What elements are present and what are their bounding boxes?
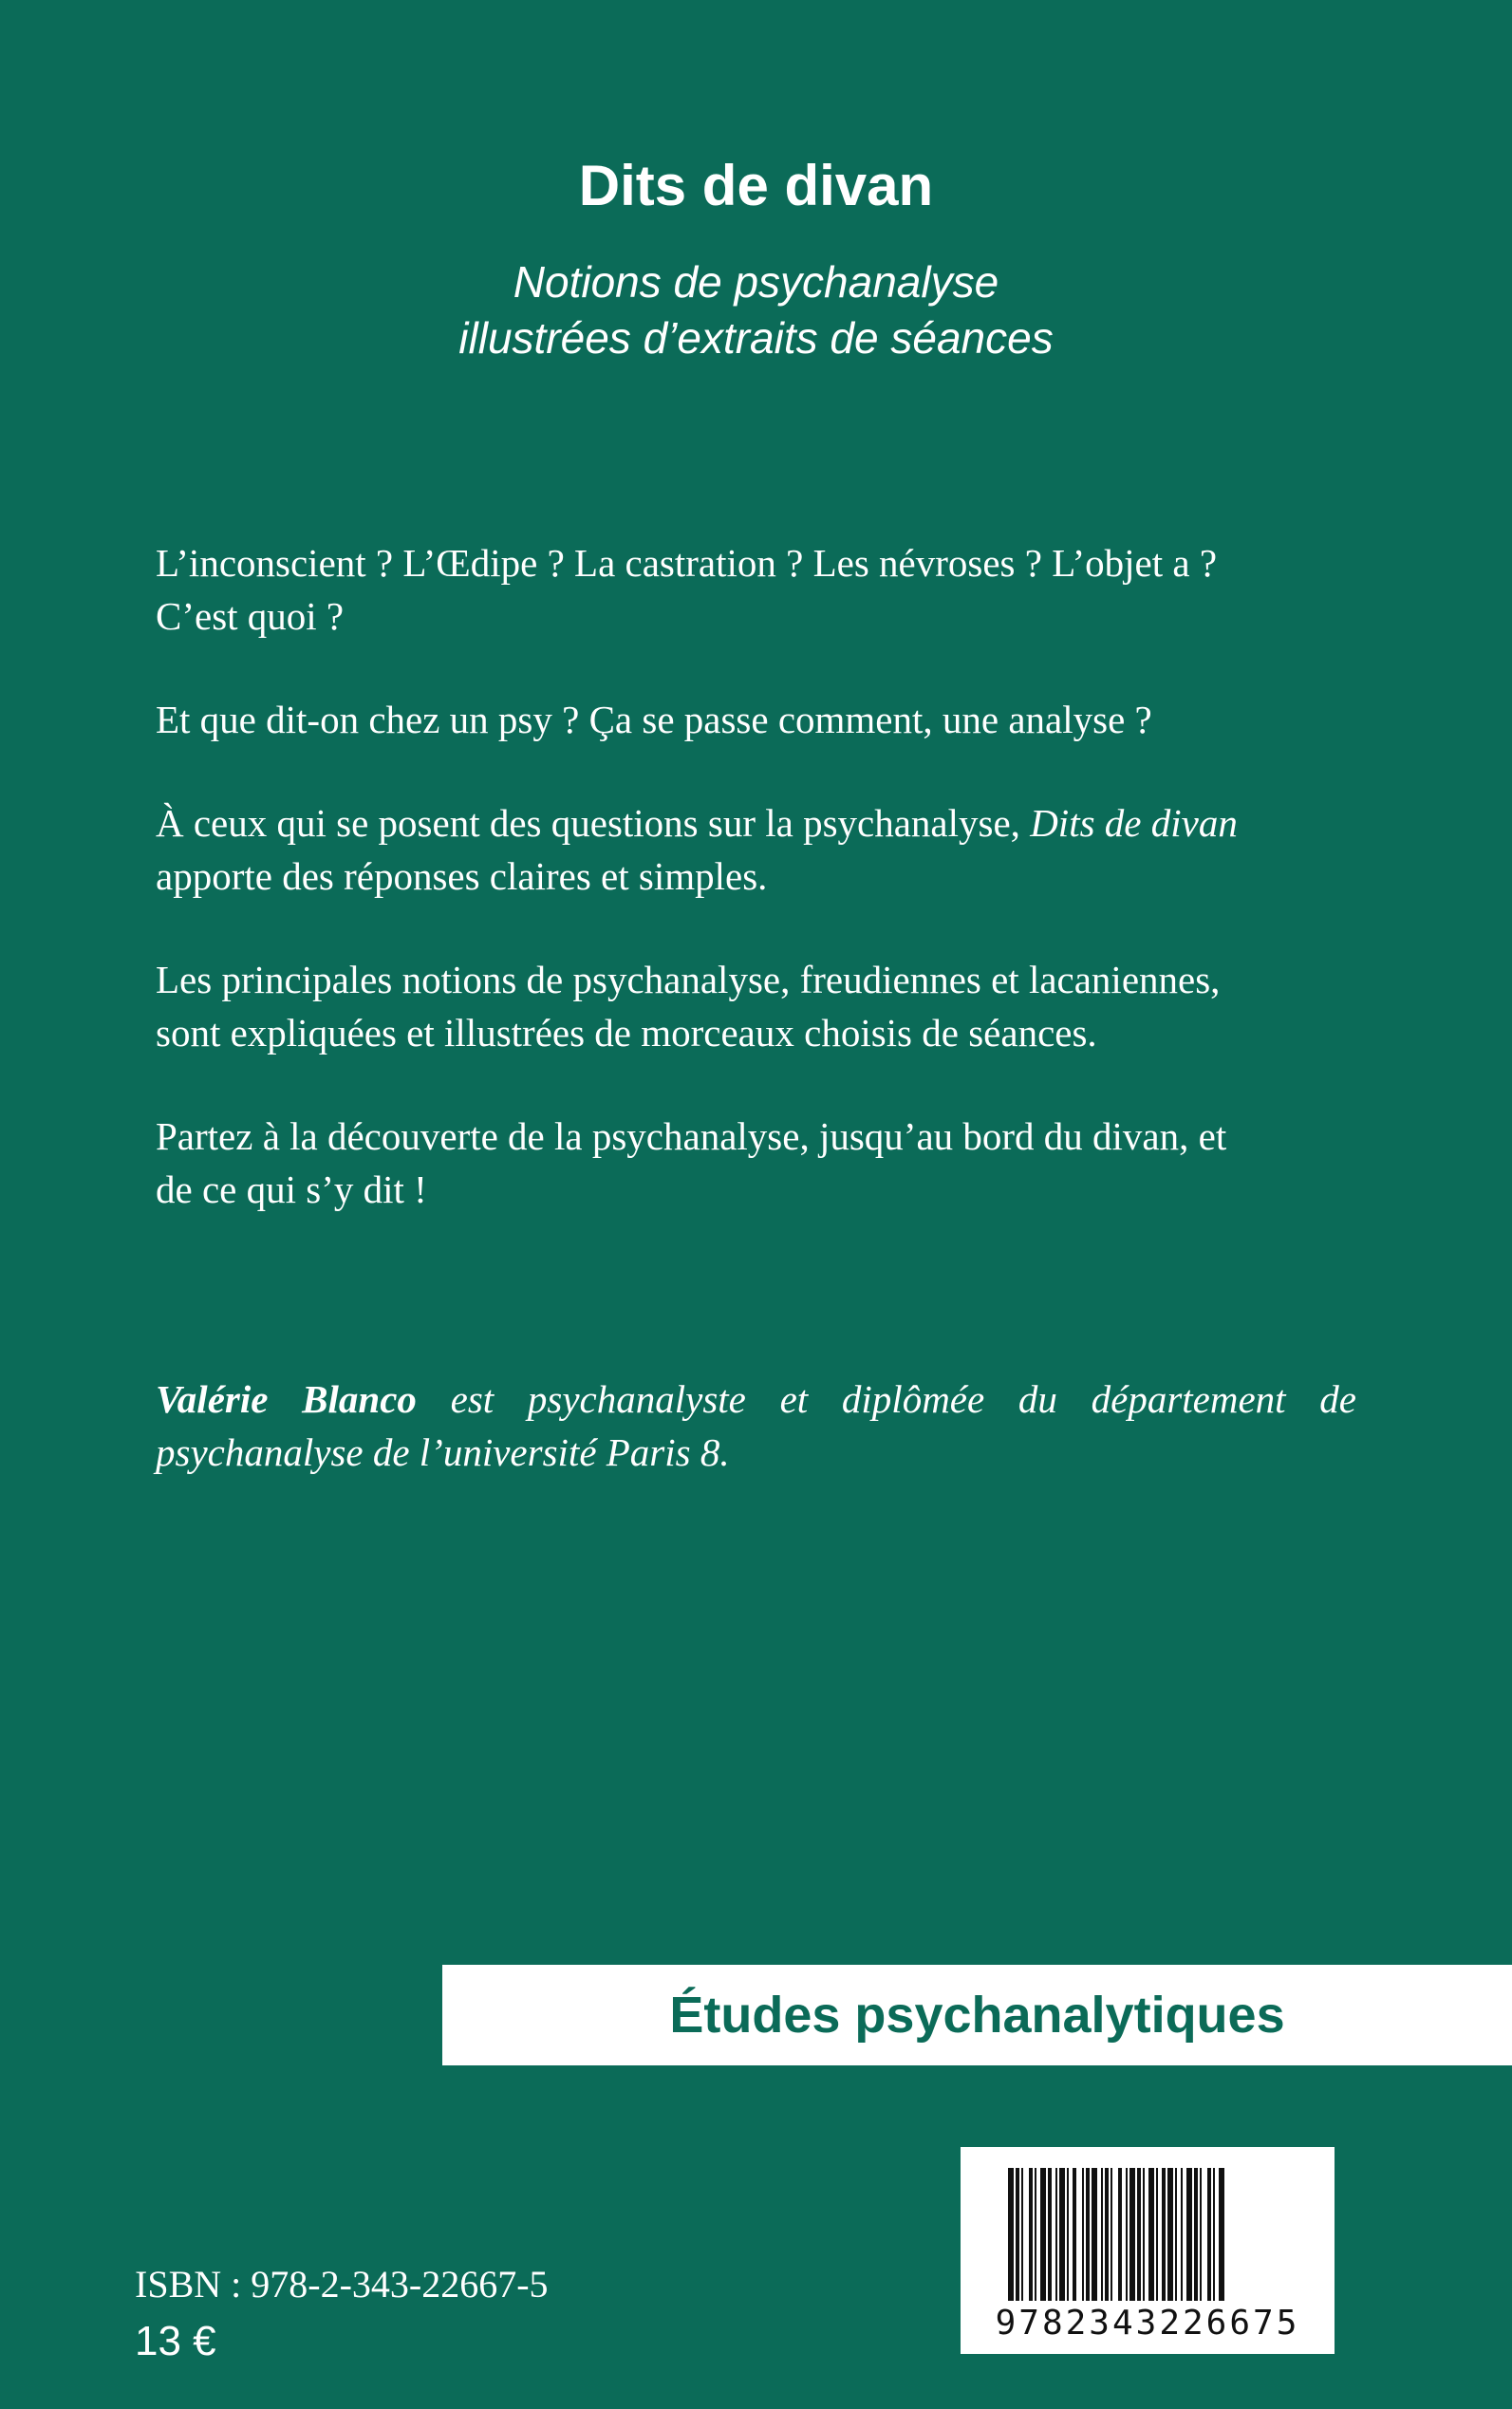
barcode-bar xyxy=(1194,2168,1198,2301)
author-name: Valérie Blanco xyxy=(156,1377,417,1421)
barcode-bar xyxy=(1067,2168,1069,2301)
blurb-line: Les principales notions de psychanalyse, freudiennes et lacaniennes, xyxy=(156,958,1221,1001)
barcode-bar xyxy=(1008,2168,1014,2301)
blurb-line xyxy=(156,796,1356,850)
blurb-line: C’est quoi ? xyxy=(156,594,345,638)
barcode-bar xyxy=(1213,2168,1215,2301)
barcode-bar xyxy=(1219,2168,1224,2301)
blurb-paragraph xyxy=(156,953,1356,1059)
subtitle-line: Notions de psychanalyse xyxy=(513,257,999,307)
barcode-bar xyxy=(1181,2168,1183,2301)
blurb-line: apporte des réponses claires et simples. xyxy=(156,854,768,898)
barcode-bar xyxy=(1086,2168,1090,2301)
barcode-bar xyxy=(1035,2168,1036,2301)
barcode-bar xyxy=(1101,2168,1103,2301)
barcode xyxy=(961,2147,1335,2354)
barcode-bar xyxy=(1111,2168,1112,2301)
barcode-bar xyxy=(1021,2168,1023,2301)
barcode-bar xyxy=(1129,2168,1135,2301)
barcode-bar xyxy=(1175,2168,1177,2301)
barcode-bar xyxy=(1082,2168,1084,2301)
barcode-bar xyxy=(1156,2168,1158,2301)
barcode-bar xyxy=(1200,2168,1202,2301)
barcode-bar xyxy=(1162,2168,1166,2301)
barcode-bar xyxy=(1118,2168,1122,2301)
barcode-bar xyxy=(1048,2168,1052,2301)
barcode-bar xyxy=(1207,2168,1211,2301)
barcode-bar xyxy=(1029,2168,1033,2301)
author-bio xyxy=(156,1373,1356,1479)
barcode-bar xyxy=(1186,2168,1192,2301)
blurb-paragraph xyxy=(156,693,1356,746)
barcode-bar xyxy=(1059,2168,1065,2301)
series-name: Études psychanalytiques xyxy=(669,1987,1285,2044)
blurb-line: Partez à la découverte de la psychanalyse, jusqu’au bord du divan, et xyxy=(156,1114,1227,1158)
inline-book-title: Dits de divan xyxy=(1030,801,1238,845)
barcode-bar xyxy=(1137,2168,1141,2301)
barcode-bars-graphic xyxy=(1008,2168,1287,2301)
barcode-bar xyxy=(1016,2168,1019,2301)
barcode-bar xyxy=(1126,2168,1128,2301)
blurb-line: sont expliquées et illustrées de morceaux choisis de séances. xyxy=(156,1011,1097,1055)
barcode-bar xyxy=(1143,2168,1145,2301)
barcode-bar xyxy=(1167,2168,1173,2301)
series-band xyxy=(442,1965,1512,2065)
blurb-paragraph xyxy=(156,796,1356,903)
blurb xyxy=(156,536,1356,1266)
blurb-line: L’inconscient ? L’Œdipe ? La castration ? Les névroses ? L’objet a ? xyxy=(156,541,1218,585)
price: 13 € xyxy=(135,2318,216,2364)
barcode-digits: 9782343226675 xyxy=(995,2304,1300,2343)
subtitle-line: illustrées d’extraits de séances xyxy=(458,313,1054,363)
book-title: Dits de divan xyxy=(578,154,934,217)
barcode-bar xyxy=(1148,2168,1154,2301)
blurb-paragraph xyxy=(156,536,1356,643)
blurb-text: À ceux qui se posent des questions sur la psychanalyse, xyxy=(156,801,1031,845)
isbn: ISBN : 978-2-343-22667-5 xyxy=(135,2263,549,2306)
author-description: est psychanalyste et diplômée du département de psychanalyse de l’université Paris 8. xyxy=(156,1377,1356,1474)
barcode-bar xyxy=(1105,2168,1109,2301)
barcode-bar xyxy=(1073,2168,1076,2301)
barcode-bar xyxy=(1055,2168,1057,2301)
barcode-bar xyxy=(1040,2168,1046,2301)
blurb-line: de ce qui s’y dit ! xyxy=(156,1167,427,1211)
book-subtitle xyxy=(0,254,1512,366)
blurb-line: Et que dit-on chez un psy ? Ça se passe comment, une analyse ? xyxy=(156,698,1152,741)
barcode-bar xyxy=(1092,2168,1097,2301)
blurb-paragraph xyxy=(156,1110,1356,1216)
